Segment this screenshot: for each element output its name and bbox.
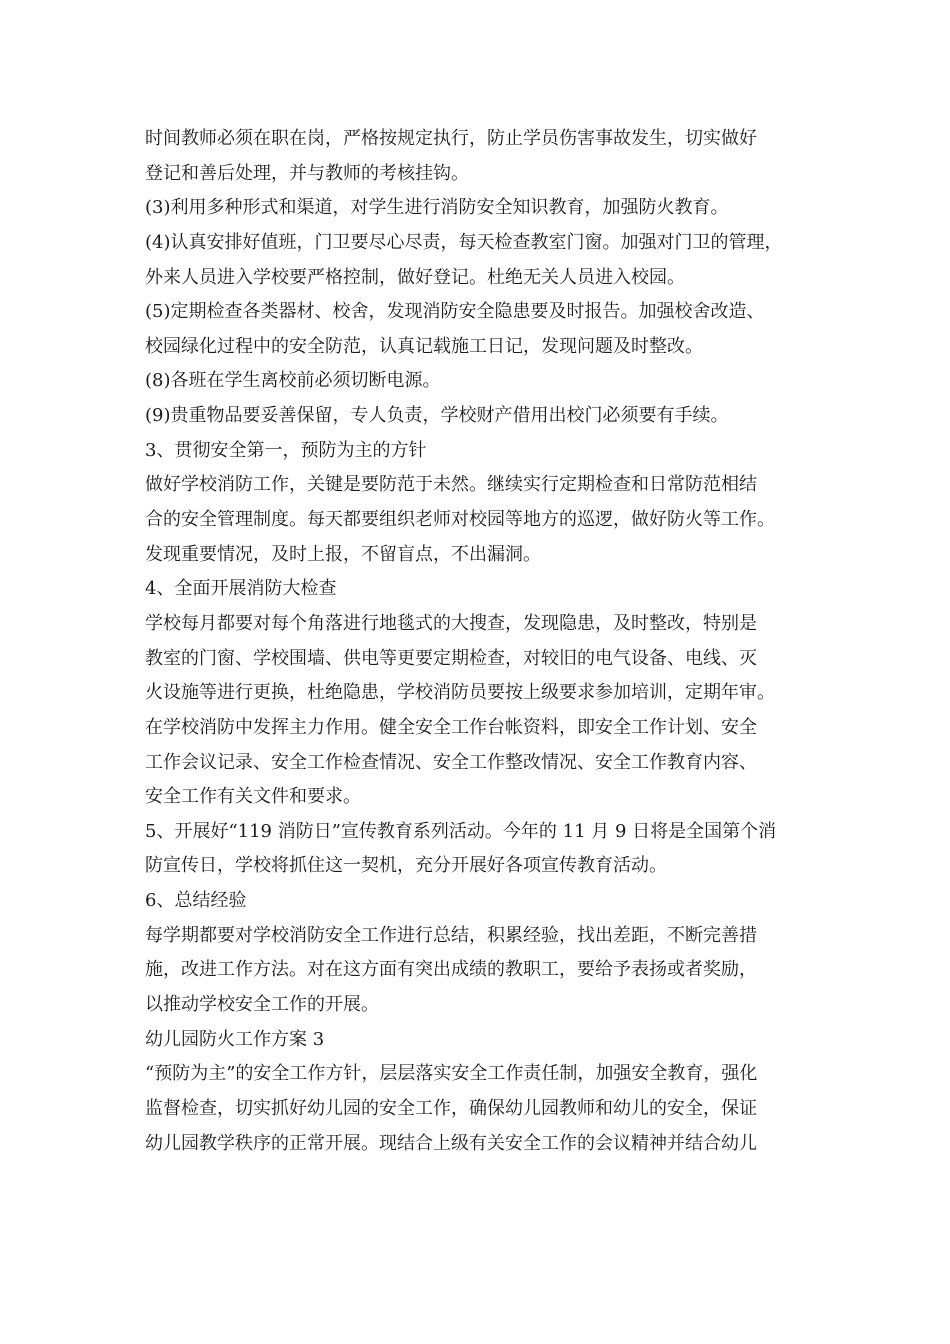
text-line: 火设施等进行更换，杜绝隐患，学校消防员要按上级要求参加培训，定期年审。 [145, 682, 775, 704]
document-body [145, 122, 835, 1161]
text-line: 工作会议记录、安全工作检查情况、安全工作整改情况、安全工作教育内容、 [145, 751, 757, 773]
section-heading: 3、贯彻安全第一，预防为主的方针 [145, 439, 427, 461]
text-line: 防宣传日，学校将抓住这一契机，充分开展好各项宣传教育活动。 [145, 855, 667, 877]
text-line: 监督检查，切实抓好幼儿园的安全工作，确保幼儿园教师和幼儿的安全，保证 [145, 1097, 757, 1119]
text-line: 在学校消防中发挥主力作用。健全安全工作台帐资料，即安全工作计划、安全 [145, 716, 757, 738]
text-line: 学校每月都要对每个角落进行地毯式的大搜查，发现隐患，及时整改，特别是 [145, 612, 757, 634]
text-line: 登记和善后处理，并与教师的考核挂钩。 [145, 162, 469, 184]
text-line: 发现重要情况，及时上报，不留盲点，不出漏洞。 [145, 543, 541, 565]
section-heading: 6、总结经验 [145, 890, 247, 912]
text-line: (8)各班在学生离校前必须切断电源。 [145, 370, 441, 392]
text-line: (4)认真安排好值班，门卫要尽心尽责，每天检查教室门窗。加强对门卫的管理， [145, 231, 783, 253]
text-line: 校园绿化过程中的安全防范，认真记载施工日记，发现问题及时整改。 [145, 335, 703, 357]
text-line: 合的安全管理制度。每天都要组织老师对校园等地方的巡逻，做好防火等工作。 [145, 509, 775, 531]
text-line: 安全工作有关文件和要求。 [145, 786, 361, 808]
text-line: 幼儿园教学秩序的正常开展。现结合上级有关安全工作的会议精神并结合幼儿 [145, 1132, 757, 1154]
text-line: 施，改进工作方法。对在这方面有突出成绩的教职工，要给予表扬或者奖励， [145, 959, 757, 981]
section-heading: 4、全面开展消防大检查 [145, 578, 337, 600]
document-section-title: 幼儿园防火工作方案 3 [145, 1028, 325, 1050]
text-line: 外来人员进入学校要严格控制，做好登记。杜绝无关人员进入校园。 [145, 266, 685, 288]
text-line: 以推动学校安全工作的开展。 [145, 994, 379, 1016]
text-line: “预防为主”的安全工作方针，层层落实安全工作责任制，加强安全教育，强化 [145, 1063, 758, 1085]
text-line: 时间教师必须在职在岗，严格按规定执行，防止学员伤害事故发生，切实做好 [145, 128, 757, 149]
text-line: 5、开展好“119 消防日”宣传教育系列活动。今年的 11 月 9 日将是全国第个消 [145, 820, 777, 842]
text-line: 每学期都要对学校消防安全工作进行总结，积累经验，找出差距，不断完善措 [145, 924, 757, 946]
text-line: (5)定期检查各类器材、校舍，发现消防安全隐患要及时报告。加强校舍改造、 [145, 301, 765, 323]
text-line: (3)利用多种形式和渠道，对学生进行消防安全知识教育，加强防火教育。 [145, 197, 729, 219]
text-line: 教室的门窗、学校围墙、供电等更要定期检查，对较旧的电气设备、电线、灭 [145, 647, 757, 669]
text-line: (9)贵重物品要妥善保留，专人负责，学校财产借用出校门必须要有手续。 [145, 405, 729, 427]
text-line: 做好学校消防工作，关键是要防范于未然。继续实行定期检查和日常防范相结 [145, 474, 757, 496]
